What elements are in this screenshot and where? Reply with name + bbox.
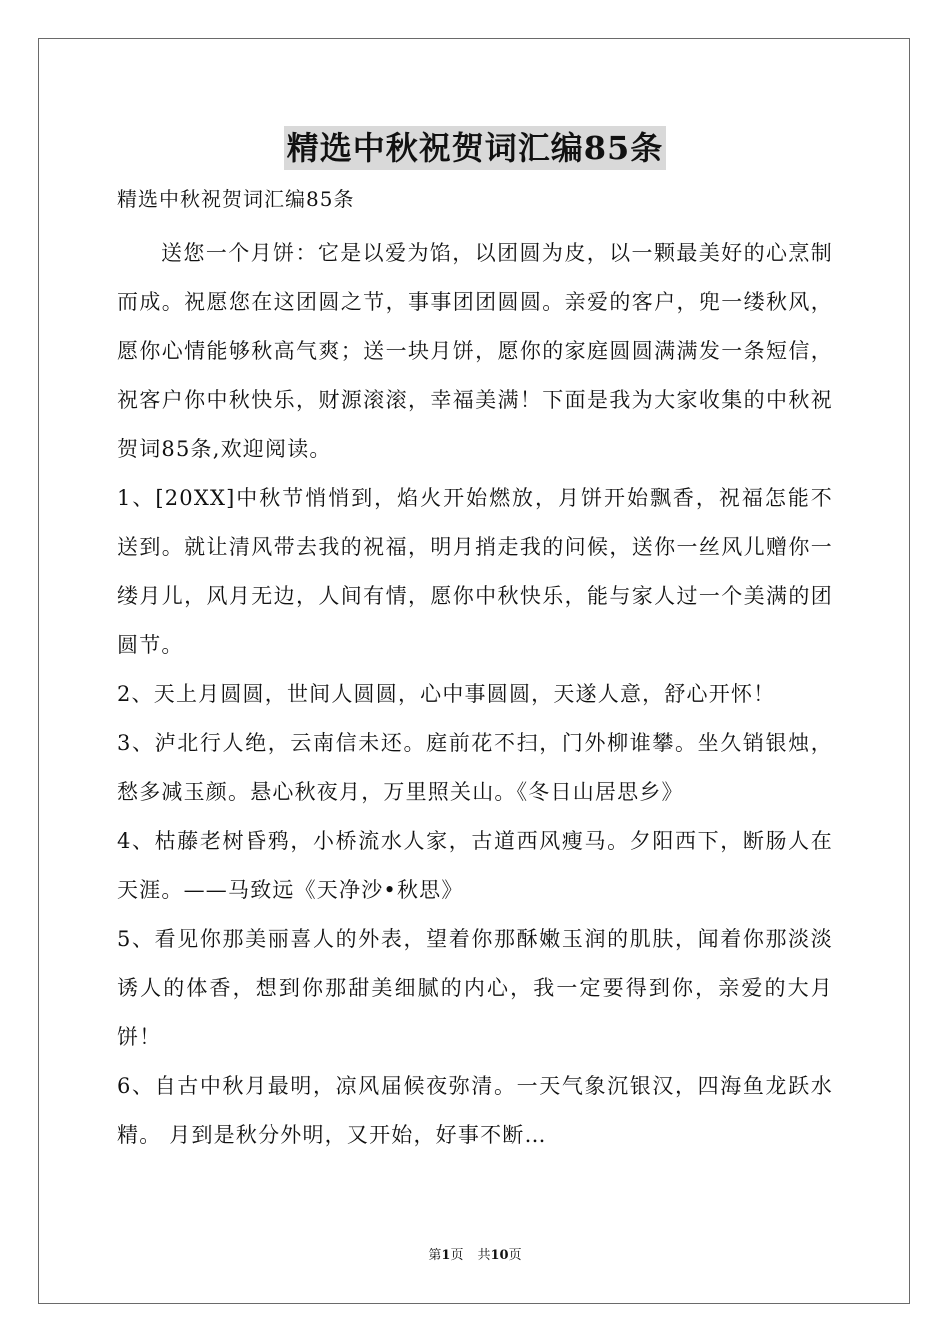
page-total: 10: [490, 1248, 509, 1263]
intro-paragraph: 送您一个月饼：它是以爱为馅，以团圆为皮，以一颗最美好的心烹制而成。祝愿您在这团圆之节，事事团团圆圆。亲爱的客户，兜一缕秋风，愿你心情能够秋高气爽；送一块月饼，愿你的家庭圆圆满满发一条短信，祝客户你中秋快乐，财源滚滚，幸福美满！下面是我为大家收集的中秋祝贺词85条,欢迎阅读。: [117, 241, 833, 461]
document-title: 精选中秋祝贺词汇编85条: [284, 126, 667, 170]
list-item: 4、枯藤老树昏鸦，小桥流水人家，古道西风瘦马。夕阳西下，断肠人在天涯。——马致远《天净沙•秋思》: [117, 829, 833, 902]
page-prefix: 第: [428, 1248, 442, 1263]
list-item: 1、[20XX]中秋节悄悄到，焰火开始燃放，月饼开始飘香，祝福怎能不送到。就让清风带去我的祝福，明月捎走我的问候，送你一丝风儿赠你一缕月儿，风月无边，人间有情，愿你中秋快乐，能与家人过一个美满的团圆节。: [117, 486, 833, 657]
list-item: 2、天上月圆圆，世间人圆圆，心中事圆圆，天遂人意，舒心开怀！: [117, 682, 776, 706]
list-item: 5、看见你那美丽喜人的外表，望着你那酥嫩玉润的肌肤，闻着你那淡淡诱人的体香，想到你那甜美细腻的内心，我一定要得到你，亲爱的大月饼！: [117, 927, 833, 1049]
page-suffix: 页: [450, 1248, 464, 1263]
title-container: [0, 126, 950, 170]
document-body: [117, 229, 833, 1160]
list-item: 6、自古中秋月最明，凉风届候夜弥清。一天气象沉银汉，四海鱼龙跃水精。 月到是秋分外明，又开始，好事不断…: [117, 1074, 833, 1147]
page-current: 1: [441, 1248, 451, 1263]
total-prefix: 共: [477, 1248, 491, 1263]
page-footer: [0, 1246, 950, 1266]
document-subtitle: 精选中秋祝贺词汇编85条: [117, 187, 355, 211]
list-item: 3、泸北行人绝，云南信未还。庭前花不扫，门外柳谁攀。坐久销银烛，愁多减玉颜。悬心秋夜月，万里照关山。《冬日山居思乡》: [117, 731, 833, 804]
total-suffix: 页: [508, 1248, 522, 1263]
